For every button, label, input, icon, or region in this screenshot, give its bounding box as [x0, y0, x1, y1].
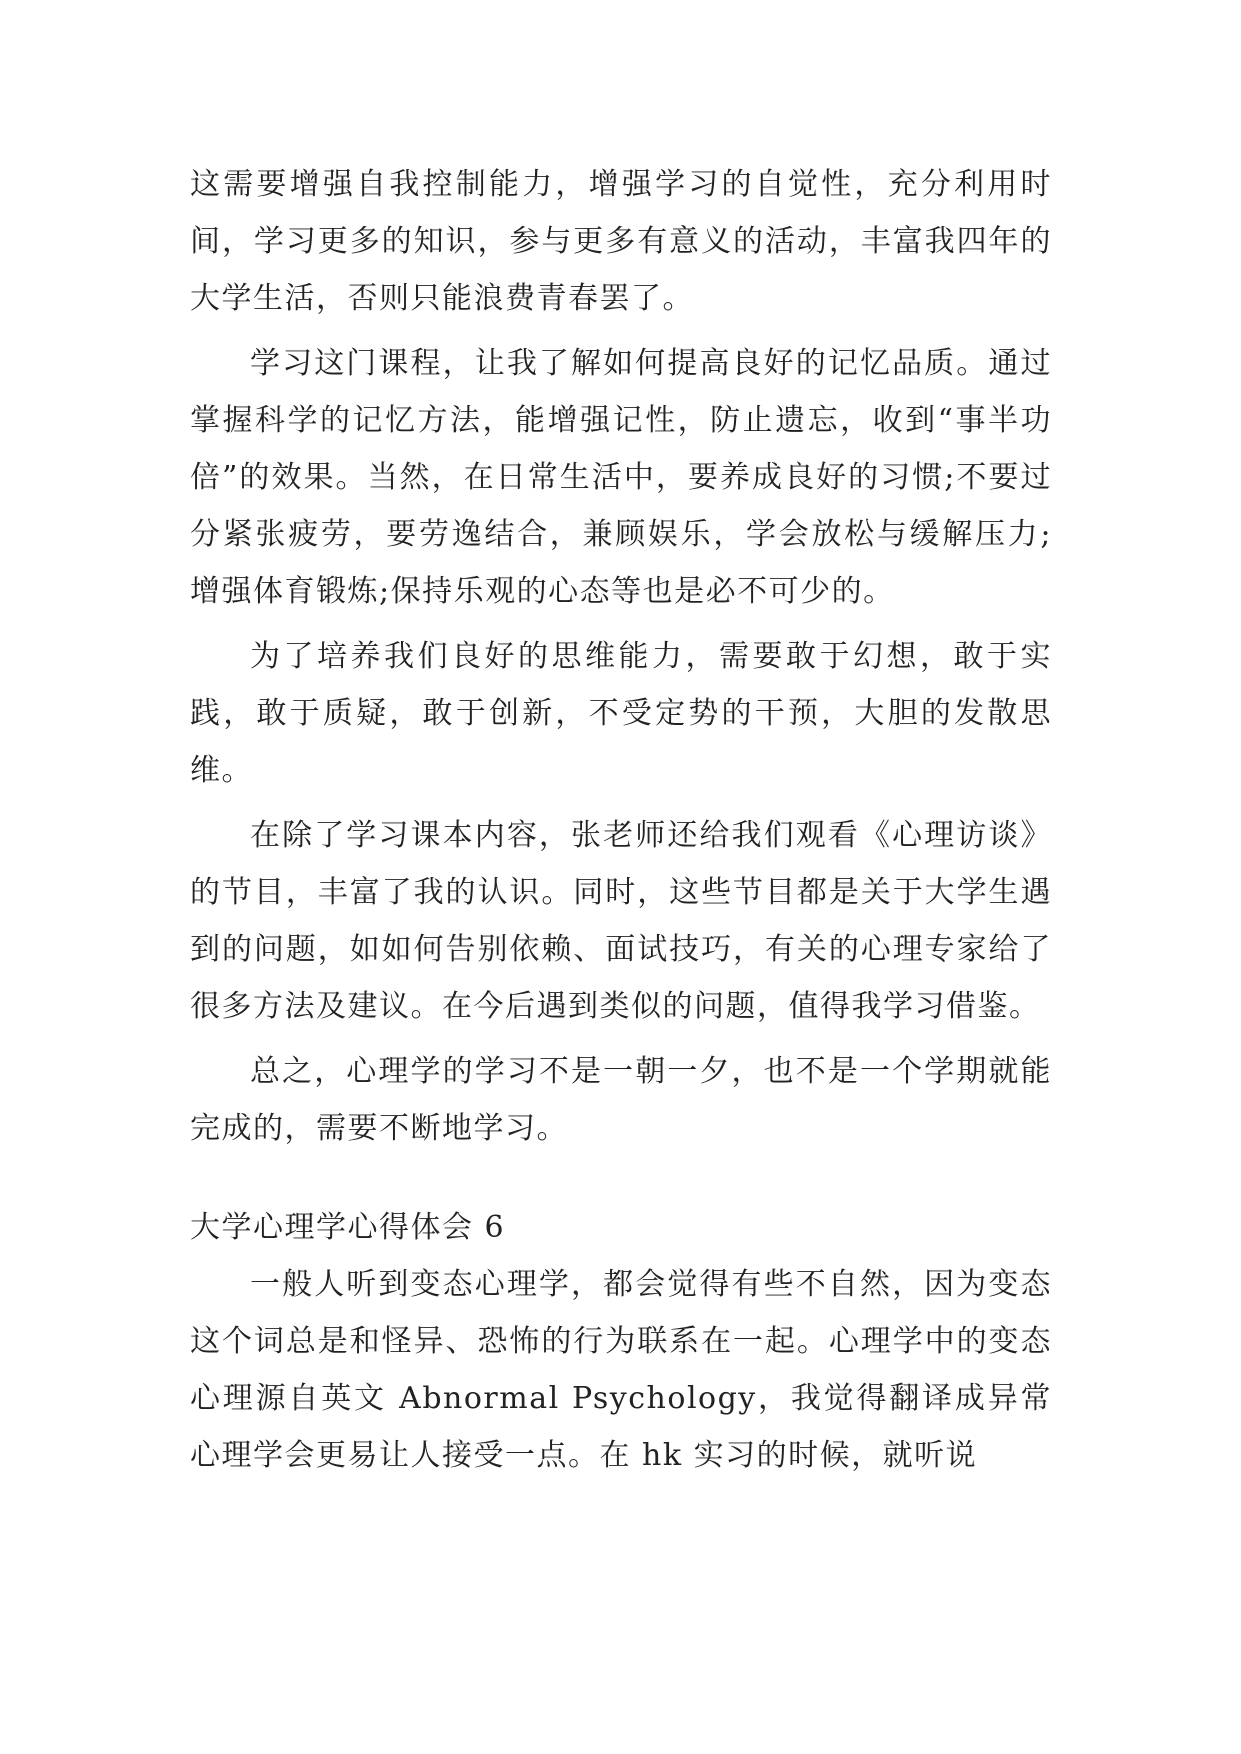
- paragraph: 这需要增强自我控制能力，增强学习的自觉性，充分利用时间，学习更多的知识，参与更多有意义的活动，丰富我四年的大学生活，否则只能浪费青春罢了。: [190, 167, 1052, 316]
- paragraph: 在除了学习课本内容，张老师还给我们观看《心理访谈》的节目，丰富了我的认识。同时，这些节目都是关于大学生遇到的问题，如如何告别依赖、面试技巧，有关的心理专家给了很多方法及建议。在今后遇到类似的问题，值得我学习借鉴。: [190, 818, 1052, 1024]
- paragraph: 为了培养我们良好的思维能力，需要敢于幻想，敢于实践，敢于质疑，敢于创新，不受定势的干预，大胆的发散思维。: [190, 639, 1052, 788]
- paragraph: 一般人听到变态心理学，都会觉得有些不自然，因为变态这个词总是和怪异、恐怖的行为联系在一起。心理学中的变态心理源自英文 Abnormal Psychology，我觉得翻译成异常心理学会更易让人接受一点。在 hk 实习的时候，就听说: [190, 1267, 1052, 1473]
- paragraph: 学习这门课程，让我了解如何提高良好的记忆品质。通过掌握科学的记忆方法，能增强记性，防止遗忘，收到“事半功倍”的效果。当然，在日常生活中，要养成良好的习惯;不要过分紧张疲劳，要劳逸结合，兼顾娱乐，学会放松与缓解压力;增强体育锻炼;保持乐观的心态等也是必不可少的。: [190, 346, 1052, 609]
- section-title: 大学心理学心得体会 6: [190, 1210, 506, 1245]
- document-body: [190, 156, 1052, 1492]
- paragraph: 总之，心理学的学习不是一朝一夕，也不是一个学期就能完成的，需要不断地学习。: [190, 1054, 1052, 1146]
